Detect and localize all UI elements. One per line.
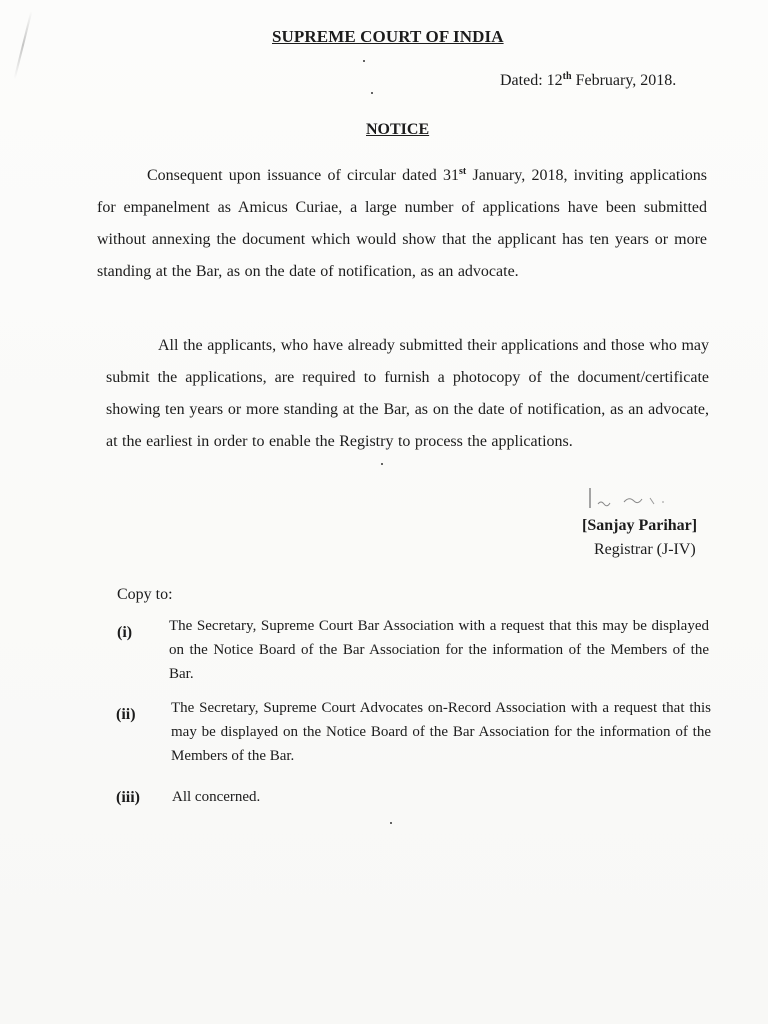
copy-item-label: (iii) — [116, 789, 140, 806]
paper-speck — [390, 822, 392, 824]
copy-item-label: (ii) — [116, 706, 136, 723]
copy-to-heading: Copy to: — [117, 586, 173, 603]
paper-speck — [363, 60, 365, 62]
court-heading: SUPREME COURT OF INDIA — [272, 27, 504, 46]
notice-date — [500, 72, 676, 90]
paragraph-1-part-1: Consequent upon issuance of circular dated 31 — [147, 167, 460, 184]
notice-paragraph-2: All the applicants, who have already submitted their applications and those who may submit the applications, are required to furnish a photocopy of the document/certificate showing ten years or more standing at the Bar, as on the date of notification, as an advocate, at the earliest in order to enable the Registry to process the applications. — [106, 337, 709, 450]
date-superscript: th — [562, 71, 572, 82]
copy-item-text: All concerned. — [172, 789, 261, 805]
paper-speck — [371, 92, 373, 94]
date-suffix: February, 2018. — [571, 72, 677, 89]
paragraph-1-part-2: January, 2018, inviting applications for empanelment as Amicus Curiae, a large number of applications have been submitted without annexing the document which would show that the applicant has ten years or more standing at the Bar, as on the date of notification, as an advocate. — [97, 167, 708, 280]
date-prefix: Dated: 12 — [500, 72, 563, 89]
signatory-designation: Registrar (J-IV) — [594, 541, 696, 558]
notice-paragraph-1 — [97, 160, 707, 288]
signatory-name: [Sanjay Parihar] — [582, 517, 698, 534]
paper-crease — [14, 11, 33, 79]
paragraph-1-superscript: st — [459, 166, 467, 177]
copy-item-text: The Secretary, Supreme Court Advocates on-Record Association with a request that this may be displayed on the Notice Board of the Bar Association for the information of the Members of the Bar. — [171, 700, 711, 764]
copy-item-text: The Secretary, Supreme Court Bar Association with a request that this may be displayed on the Notice Board of the Bar Association for the information of the Members of the Bar. — [169, 618, 709, 682]
handwritten-signature — [584, 486, 680, 512]
copy-item-label: (i) — [117, 624, 133, 641]
notice-title: NOTICE — [366, 121, 430, 138]
paper-speck — [381, 463, 383, 465]
